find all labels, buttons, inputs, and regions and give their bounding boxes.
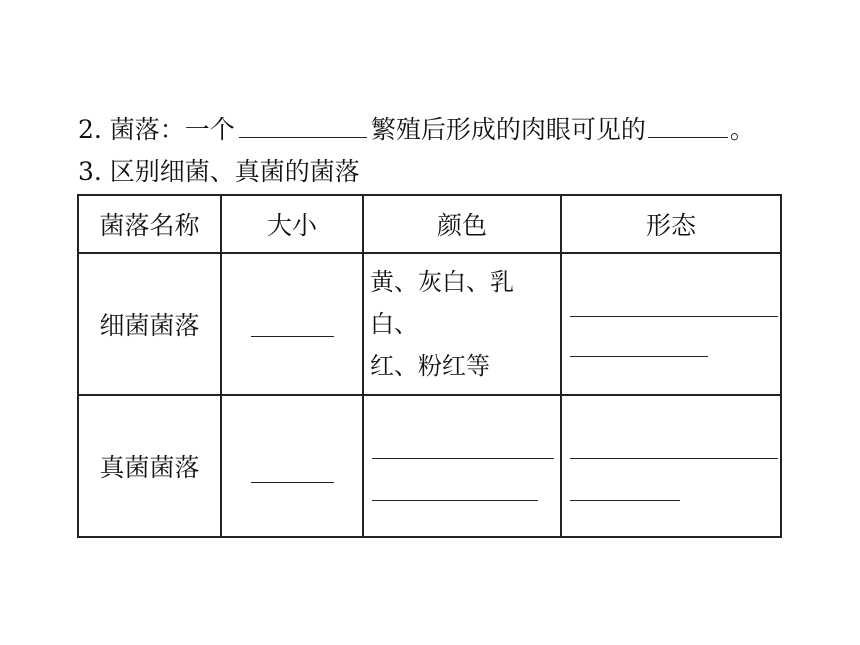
fungi-shape-blank-1[interactable] bbox=[570, 458, 778, 459]
bacteria-color-cell bbox=[363, 253, 561, 395]
bacteria-size-cell bbox=[221, 253, 363, 395]
header-shape: 形态 bbox=[561, 195, 781, 253]
table-row bbox=[78, 253, 781, 395]
bacteria-color-line-1: 黄、灰白、乳白、 bbox=[370, 268, 514, 338]
fungi-shape-cell bbox=[561, 395, 781, 537]
table-row bbox=[78, 395, 781, 537]
fungi-size-cell bbox=[221, 395, 363, 537]
question-2-middle: 繁殖后形成的肉眼可见的 bbox=[370, 115, 646, 144]
bacteria-size-blank[interactable] bbox=[251, 336, 334, 337]
bacteria-shape-blank-2[interactable] bbox=[570, 356, 708, 357]
row-fungi-name: 真菌菌落 bbox=[78, 395, 221, 537]
fungi-color-cell bbox=[363, 395, 561, 537]
fungi-color-blank-1[interactable] bbox=[372, 458, 554, 459]
blank-2[interactable] bbox=[648, 111, 728, 138]
colony-table bbox=[77, 194, 782, 538]
header-size: 大小 bbox=[221, 195, 363, 253]
row-bacteria-name: 细菌菌落 bbox=[78, 253, 221, 395]
header-color: 颜色 bbox=[363, 195, 561, 253]
blank-1[interactable] bbox=[239, 111, 367, 138]
bacteria-color-line-2: 红、粉红等 bbox=[370, 352, 490, 380]
fungi-color-blank-2[interactable] bbox=[372, 500, 538, 501]
bacteria-color-text bbox=[364, 261, 560, 387]
fungi-shape-blank-2[interactable] bbox=[570, 500, 680, 501]
fungi-size-blank[interactable] bbox=[251, 482, 334, 483]
question-2 bbox=[78, 110, 755, 146]
header-name: 菌落名称 bbox=[78, 195, 221, 253]
question-2-prefix: 2. 菌落：一个 bbox=[78, 115, 235, 144]
bacteria-shape-cell bbox=[561, 253, 781, 395]
question-2-suffix: 。 bbox=[729, 115, 755, 144]
table-header-row bbox=[78, 195, 781, 253]
bacteria-shape-blank-1[interactable] bbox=[570, 316, 778, 317]
question-3: 3. 区别细菌、真菌的菌落 bbox=[78, 157, 360, 186]
